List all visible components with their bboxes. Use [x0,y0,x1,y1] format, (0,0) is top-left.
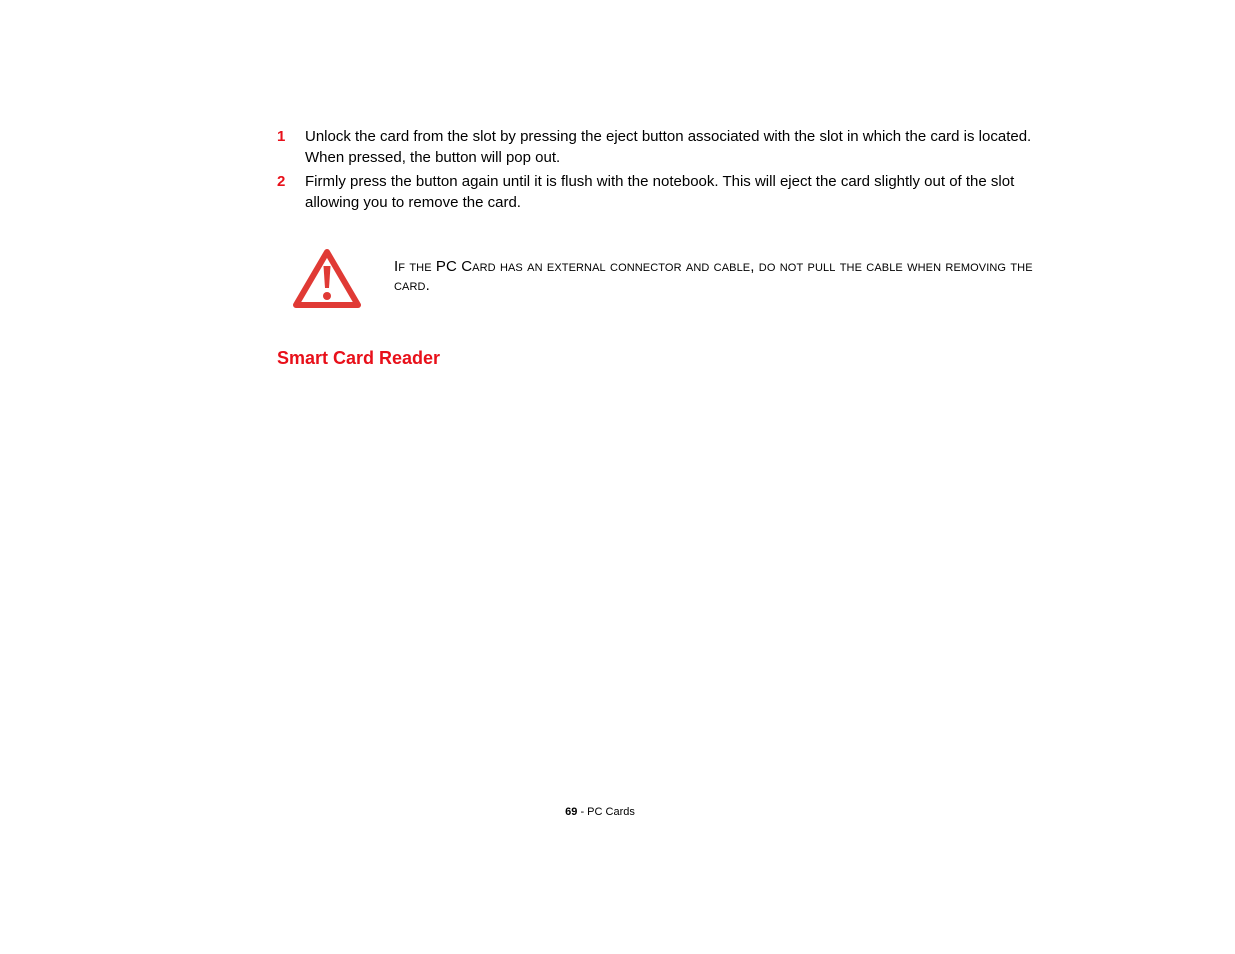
page-footer [0,806,1200,818]
section-heading: Smart Card Reader [277,348,441,368]
warning-triangle-icon [292,248,362,310]
step-1 [277,127,1067,168]
footer-separator: - [577,806,588,818]
step-number: 1 [277,128,286,145]
step-2 [277,172,1067,213]
step-text: Unlock the card from the slot by pressing the eject button associated with the slot in which the card is located. When pressed, the button will pop out. [305,128,1032,166]
footer-section: PC Cards [587,806,635,818]
page-number: 69 [565,806,578,818]
step-text: Firmly press the button again until it is flush with the notebook. This will eject the card slightly out of the slot allowing you to remove the card. [305,173,1015,211]
step-number: 2 [277,173,286,190]
warning-note: If the PC Card has an external connector and cable, do not pull the cable when removing the card. [394,258,1033,294]
